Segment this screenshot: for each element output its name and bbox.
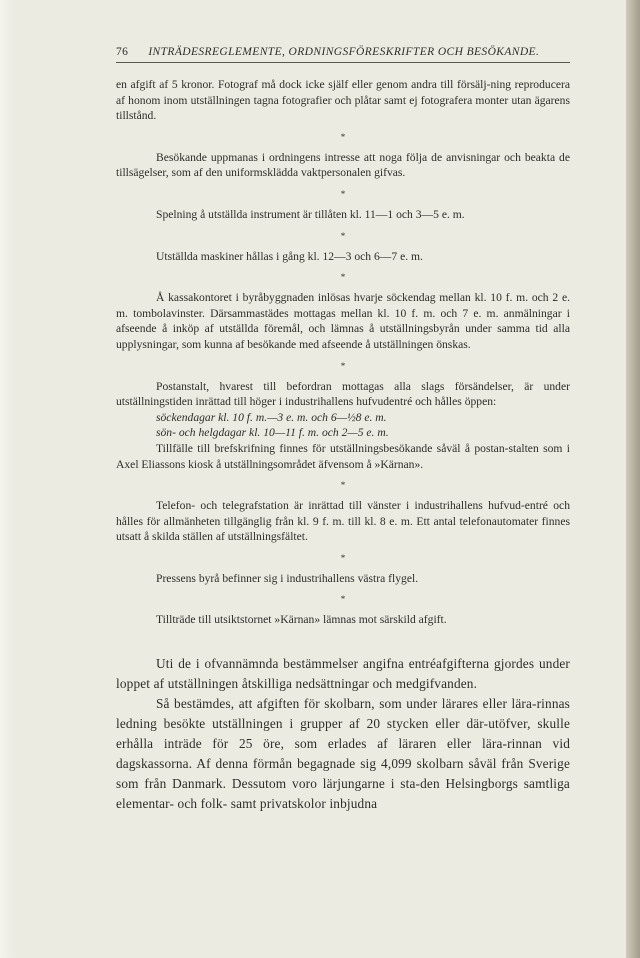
page-number: 76 xyxy=(116,46,129,58)
separator-star: * xyxy=(340,230,346,241)
page-gutter xyxy=(0,0,14,958)
paragraph-schoolchildren: Så bestämdes, att afgiften för skolbarn, som under lärares eller lära-rinnas ledning besökte utställningen i grupper af 20 stycken eller där-utöfver, skulle erhålla inträde för 25 öre, som erlades af läraren eller lära-rinnan vid dagskassorna. Af denna förmån begagnade sig 4,099 skolbarn såväl från Sverige som från Danmark. Dessutom voro lärjungarne i sta-den Helsingborgs samtliga elementar- och folk- samt privatskolor inbjudna xyxy=(116,696,570,812)
separator-star: * xyxy=(340,360,346,371)
separator-star: * xyxy=(340,552,346,563)
paragraph-visitors: Besökande uppmanas i ordningens intresse att noga följa de anvisningar och beakta de tillsägelser, som af den uniformsklädda vaktpersonalen gifvas. xyxy=(116,150,570,180)
paragraph-reductions: Uti de i ofvannämnda bestämmelser angifna entréafgifterna gjordes under loppet af utställningen åtskilliga nedsättningar och medgifvanden. xyxy=(116,656,570,692)
paragraph-instruments: Spelning å utställda instrument är tillåten kl. 11—1 och 3—5 e. m. xyxy=(156,207,465,221)
paragraph-cash-office: Å kassakontoret i byråbyggnaden inlösas hvarje söckendag mellan kl. 10 f. m. och 2 e. m. tombolavinster. Därsammastädes mottagas mellan kl. 10 f. m. och 7 e. m. anmälningar i afseende å inköp af utställda föremål, och lämnas å utställningsbyrån under samma tid alla upplysningar, som kunna af besökande med afseende å utställningen önskas. xyxy=(116,291,570,351)
paragraph-tower: Tillträde till utsiktstornet »Kärnan» lämnas mot särskild afgift. xyxy=(156,613,447,627)
narrative-section xyxy=(116,654,570,814)
paragraph-machines: Utställda maskiner hållas i gång kl. 12—3 och 6—7 e. m. xyxy=(156,249,423,263)
paragraph-post-intro: Postanstalt, hvarest till befordran mottagas alla slags försändelser, är under utställningstiden inrättad till höger i industrihallens hufvudentré och hålles öppen: xyxy=(116,379,570,409)
running-title: INTRÄDESREGLEMENTE, ORDNINGSFÖRESKRIFTER OCH BESÖKANDE. xyxy=(148,46,540,58)
paragraph-photography: en afgift af 5 kronor. Fotograf må dock icke själf eller genom andra till försälj-ning reproducera af honom inom utställningen tagna fotografier och plåtar samt ej fotografera monter utan ägarens tillstånd. xyxy=(116,78,570,123)
separator-star: * xyxy=(340,188,346,199)
post-hours-weekdays: söckendagar kl. 10 f. m.—3 e. m. och 6—½8 e. m. xyxy=(156,410,387,424)
page-edge-shadow xyxy=(626,0,640,958)
paragraph-telephone: Telefon- och telegrafstation är inrättad till vänster i industrihallens hufvud-entré och hålles för allmänheten tillgänglig från kl. 9 f. m. till kl. 8 e. m. Ett antal telefonautomater finnes utsatt å skilda ställen af utställningsfältet. xyxy=(116,499,570,544)
post-hours-holidays: sön- och helgdagar kl. 10—11 f. m. och 2—5 e. m. xyxy=(156,426,389,440)
separator-star: * xyxy=(340,480,346,491)
regulations-section xyxy=(116,77,570,628)
paragraph-letter-writing: Tillfälle till brefskrifning finnes för utställningsbesökande såväl å postan-stalten som i Axel Eliassons kiosk å utställningsområdet äfvensom å »Kärnan». xyxy=(116,441,570,471)
separator-star: * xyxy=(340,272,346,283)
paragraph-press: Pressens byrå befinner sig i industrihallens västra flygel. xyxy=(156,571,419,585)
running-header xyxy=(116,46,570,63)
separator-star: * xyxy=(340,594,346,605)
separator-star: * xyxy=(340,131,346,142)
